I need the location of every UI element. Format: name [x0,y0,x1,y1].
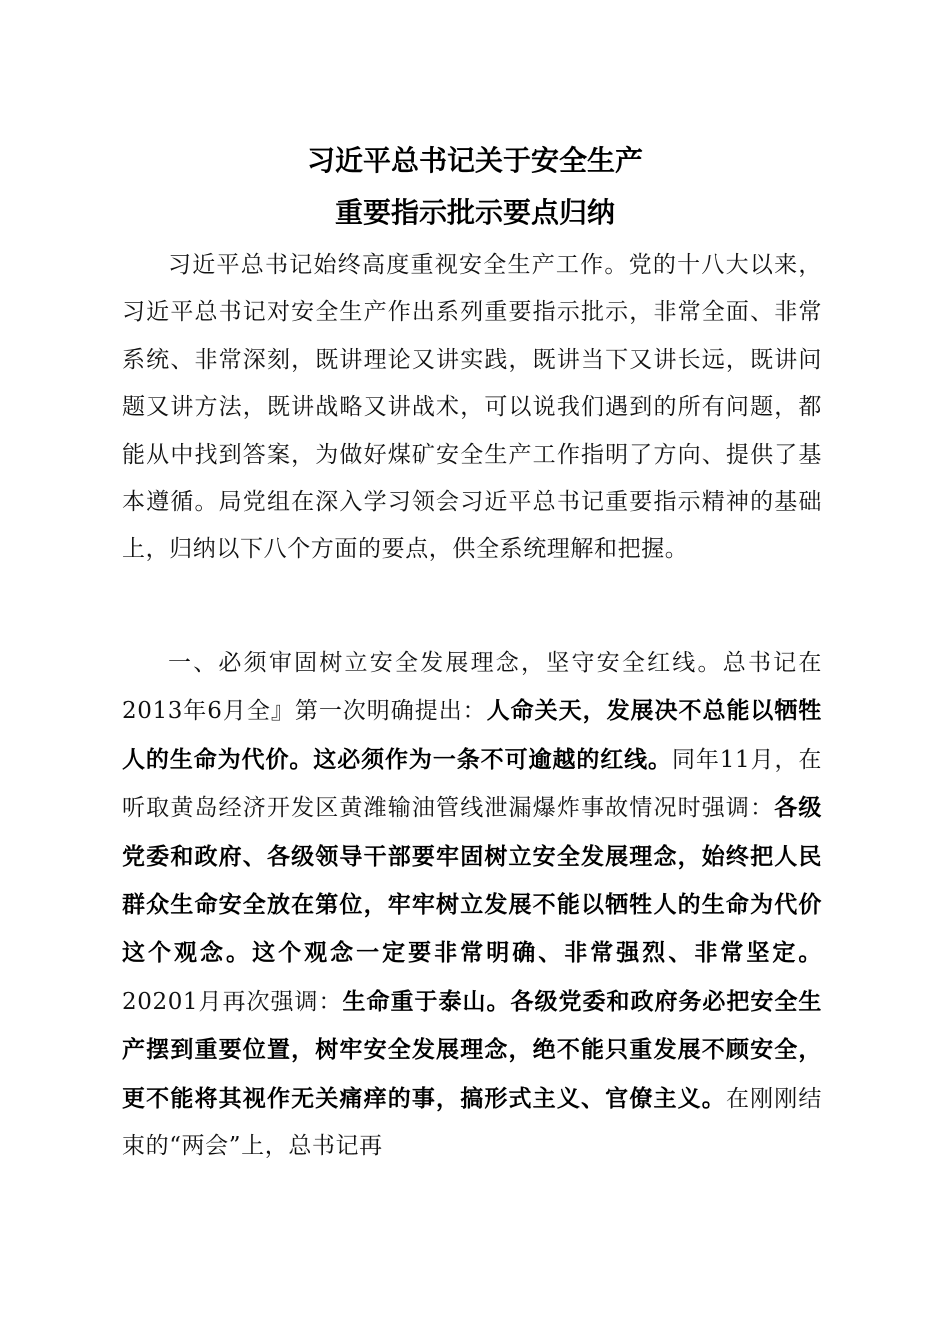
section-one-emphasis-2: 各级党委和政府、各级领导干部要牢固树立安全发展理念，始终把人民群众生命安全放在第位，牢牢树立发展不能以牺牲人的生命为代价这个观念。这个观念一定要非常明确、非常强烈、非常坚定。 [122,794,823,967]
section-one-text-2: 同年11月，在听取黄岛经济开发区黄潍输油管线泄漏爆炸事故情况时强调： [122,746,822,822]
section-one-text-3: 20201月再次强调： [122,988,343,1015]
section-one-emphasis-3: 生命重于泰山。各级党委和政府务必把安全生产摆到重要位置，树牢安全发展理念，绝不能只重发展不顾安全，更不能将其视作无关痛痒的事，搞形式主义、官僚主义。 [122,987,822,1112]
intro-paragraph: 习近平总书记始终高度重视安全生产工作。党的十八大以来，习近平总书记对安全生产作出系列重要指示批示，非常全面、非常系统、非常深刻，既讲理论又讲实践，既讲当下又讲长远，既讲问题又讲方法，既讲战略又讲战术，可以说我们遇到的所有问题，都能从中找到答案，为做好煤矿安全生产工作指明了方向、提供了基本遵循。局党组在深入学习领会习近平总书记重要指示精神的基础上，归纳以下八个方面的要点，供全系统理解和把握。 [122,252,822,563]
section-one-text-1: 一、必须审固树立安全发展理念，坚守安全红线。总书记在2013年6月全』第一次明确提出： [122,650,822,725]
document-title-line-2: 重要指示批示要点归纳 [334,196,615,229]
document-title-line-1: 习近平总书记关于安全生产 [306,144,643,177]
section-one-text-4: 在刚刚结束的“两会”上，总书记再 [122,1085,823,1160]
section-one-paragraph [122,640,822,1170]
section-one-emphasis-1: 人命关天，发展决不总能以牺牲人的生命为代价。这必须作为一条不可逾越的红线。 [122,697,822,773]
